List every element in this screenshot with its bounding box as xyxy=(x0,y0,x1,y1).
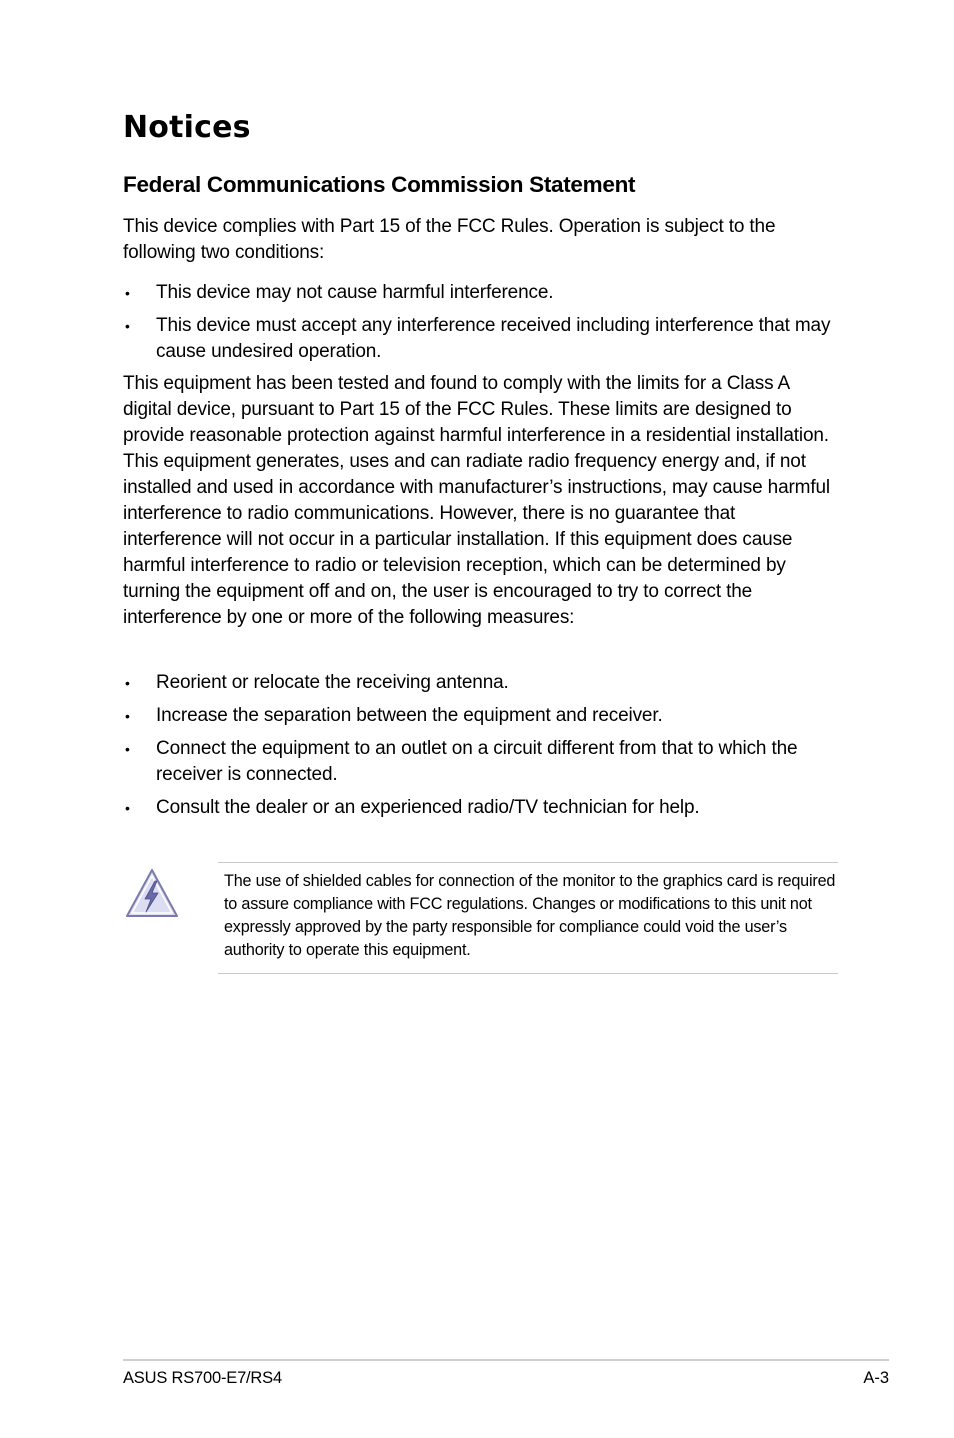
bullet-icon: • xyxy=(125,800,130,816)
bullet-icon: • xyxy=(125,675,130,691)
list-item-text: This device must accept any interference received including interference that may cause undesired operation. xyxy=(156,315,831,362)
intro-paragraph: This device complies with Part 15 of the FCC Rules. Operation is subject to the following two conditions: xyxy=(123,216,776,263)
compliance-paragraph: This equipment has been tested and found to comply with the limits for a Class A digital device, pursuant to Part 15 of the FCC Rules. These limits are designed to provide reasonable protection against harmful interference in a residential installation. This equipment generates, uses and can radiate radio frequency energy and, if not installed and used in accordance with manufacturer’s instructions, may cause harmful interference to radio communications. However, there is no guarantee that interference will not occur in a particular installation. If this equipment does cause harmful interference to radio or television reception, which can be determined by turning the equipment off and on, the user is encouraged to try to correct the interference by one or more of the following measures: xyxy=(123,373,830,628)
list-item-text: Reorient or relocate the receiving antenna. xyxy=(156,672,509,693)
list-item-text: Increase the separation between the equipment and receiver. xyxy=(156,705,663,726)
list-item xyxy=(123,703,835,729)
list-item-text: This device may not cause harmful interference. xyxy=(156,282,554,303)
footer-divider xyxy=(123,1359,889,1361)
conditions-list xyxy=(123,280,835,372)
list-item-text: Consult the dealer or an experienced radio/TV technician for help. xyxy=(156,797,700,818)
list-item xyxy=(123,795,835,821)
list-item xyxy=(123,313,835,365)
page-title: Notices xyxy=(123,110,251,145)
list-item xyxy=(123,280,835,306)
warning-note-text: The use of shielded cables for connection of the monitor to the graphics card is required to assure compliance with FCC regulations. Changes or modifications to this unit not expressly approved by the party responsible for compliance could void the user’s authority to operate this equipment. xyxy=(224,872,836,959)
list-item-text: Connect the equipment to an outlet on a circuit different from that to which the receiver is connected. xyxy=(156,738,798,785)
bullet-icon: • xyxy=(125,285,130,301)
bullet-icon: • xyxy=(125,318,130,334)
footer-product-name: ASUS RS700-E7/RS4 xyxy=(123,1369,282,1387)
section-heading: Federal Communications Commission Statement xyxy=(123,172,636,197)
list-item xyxy=(123,670,835,696)
footer-page-number: A-3 xyxy=(863,1369,889,1387)
bullet-icon: • xyxy=(125,708,130,724)
measures-list xyxy=(123,670,835,828)
bullet-icon: • xyxy=(125,741,130,757)
list-item xyxy=(123,736,835,788)
warning-note xyxy=(218,862,838,974)
warning-lightning-icon xyxy=(124,866,180,920)
